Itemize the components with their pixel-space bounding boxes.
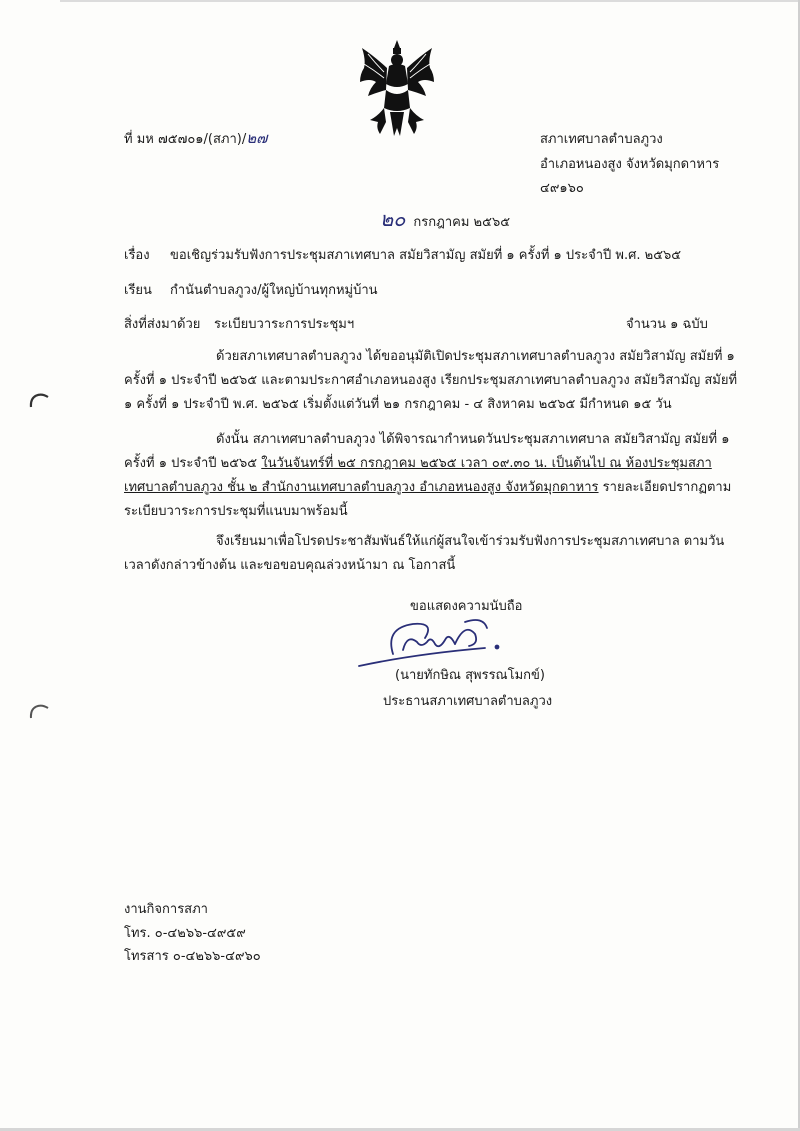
paragraph-line: ดังนั้น สภาเทศบาลตำบลภูวง ได้พิจารณากำหนดวันประชุมสภาเทศบาล สมัยวิสามัญ สมัยที่ ๑: [216, 432, 730, 447]
subject-label: เรื่อง: [124, 248, 150, 263]
document-number: ที่ มห ๗๕๗๐๑/(สภา)/๒๗: [124, 129, 268, 147]
footer-telephone: โทร. ๐-๔๒๖๖-๔๙๕๙: [124, 926, 246, 941]
org-line-district: อำเภอหนองสูง จังหวัดมุกดาหาร: [540, 157, 720, 172]
scan-edge-top: [60, 0, 800, 2]
body-paragraph-2: [124, 428, 731, 524]
paragraph-line: ครั้งที่ ๑ ประจำปี ๒๕๖๕ ในวันจันทร์ที่ ๒๕ กรกฎาคม ๒๕๖๕ เวลา ๐๙.๓๐ น. เป็นต้นไป ณ ห้องประชุมสภา: [124, 456, 712, 471]
paragraph-line: ๑ ครั้งที่ ๑ ประจำปี พ.ศ. ๒๕๖๕ เริ่มตั้งแต่วันที่ ๒๑ กรกฎาคม - ๔ สิงหาคม ๒๕๖๕ มีกำหนด ๑๕ วัน: [124, 397, 672, 412]
paragraph-line: เวลาดังกล่าวข้างต้น และขอขอบคุณล่วงหน้ามา ณ โอกาสนี้: [124, 558, 456, 573]
underlined-meeting-venue: เทศบาลตำบลภูวง ชั้น ๒ สำนักงานเทศบาลตำบลภูวง อำเภอหนองสูง จังหวัดมุกดาหาร: [124, 480, 599, 495]
paragraph-line: ด้วยสภาเทศบาลตำบลภูวง ได้ขออนุมัติเปิดประชุมสภาเทศบาลตำบลภูวง สมัยวิสามัญ สมัยที่ ๑: [216, 349, 735, 364]
subject-text: ขอเชิญร่วมรับฟังการประชุมสภาเทศบาล สมัยวิสามัญ สมัยที่ ๑ ครั้งที่ ๑ ประจำปี พ.ศ. ๒๕๖๕: [170, 248, 682, 263]
underlined-meeting-time: ในวันจันทร์ที่ ๒๕ กรกฎาคม ๒๕๖๕ เวลา ๐๙.๓๐ น. เป็นต้นไป ณ ห้องประชุมสภา: [261, 456, 712, 471]
enclosure-line: [124, 316, 354, 334]
punch-hole-mark: [28, 393, 50, 409]
recipient-label: เรียน: [124, 283, 152, 298]
signature-icon: [355, 614, 515, 672]
org-line-name: สภาเทศบาลตำบลภูวง: [540, 132, 663, 147]
handwritten-date-day: ๒๐: [380, 207, 406, 231]
footer-department: งานกิจการสภา: [124, 902, 208, 917]
body-paragraph-1: [124, 345, 737, 417]
signatory-position: ประธานสภาเทศบาลตำบลภูวง: [383, 694, 553, 709]
enclosure-quantity: จำนวน ๑ ฉบับ: [626, 317, 708, 332]
punch-hole-mark: [28, 704, 50, 720]
footer-fax: โทรสาร ๐-๔๒๖๖-๔๙๖๐: [124, 949, 261, 964]
signatory-name: (นายทักษิณ สุพรรณโมกข์): [395, 668, 545, 683]
paragraph-line: ระเบียบวาระการประชุมที่แนบมาพร้อมนี้: [124, 504, 348, 519]
paragraph-line: เทศบาลตำบลภูวง ชั้น ๒ สำนักงานเทศบาลตำบลภูวง อำเภอหนองสูง จังหวัดมุกดาหาร รายละเอียดปรากฏตาม: [124, 480, 732, 495]
paragraph-line: จึงเรียนมาเพื่อโปรดประชาสัมพันธ์ให้แก่ผู้สนใจเข้าร่วมรับฟังการประชุมสภาเทศบาล ตามวัน: [216, 534, 725, 549]
handwritten-doc-number: ๒๗: [246, 129, 268, 147]
document-date: ๒๐ กรกฎาคม ๒๕๖๕: [380, 207, 511, 231]
closing-phrase: ขอแสดงความนับถือ: [410, 599, 523, 614]
paragraph-line: ครั้งที่ ๑ ประจำปี ๒๕๖๕ และตามประกาศอำเภอหนองสูง เรียกประชุมสภาเทศบาลตำบลภูวง สมัยวิสามัญ สมัยที่: [124, 373, 738, 388]
enclosure-label: สิ่งที่ส่งมาด้วย: [124, 317, 201, 332]
body-paragraph-3: [124, 530, 724, 578]
recipient-text: กำนันตำบลภูวง/ผู้ใหญ่บ้านทุกหมู่บ้าน: [170, 283, 378, 298]
org-line-postcode: ๔๙๑๖๐: [540, 181, 584, 196]
recipient-line: [124, 282, 378, 300]
subject-line: [124, 247, 681, 265]
enclosure-text: ระเบียบวาระการประชุมฯ: [214, 317, 355, 332]
garuda-emblem-icon: [356, 38, 438, 142]
